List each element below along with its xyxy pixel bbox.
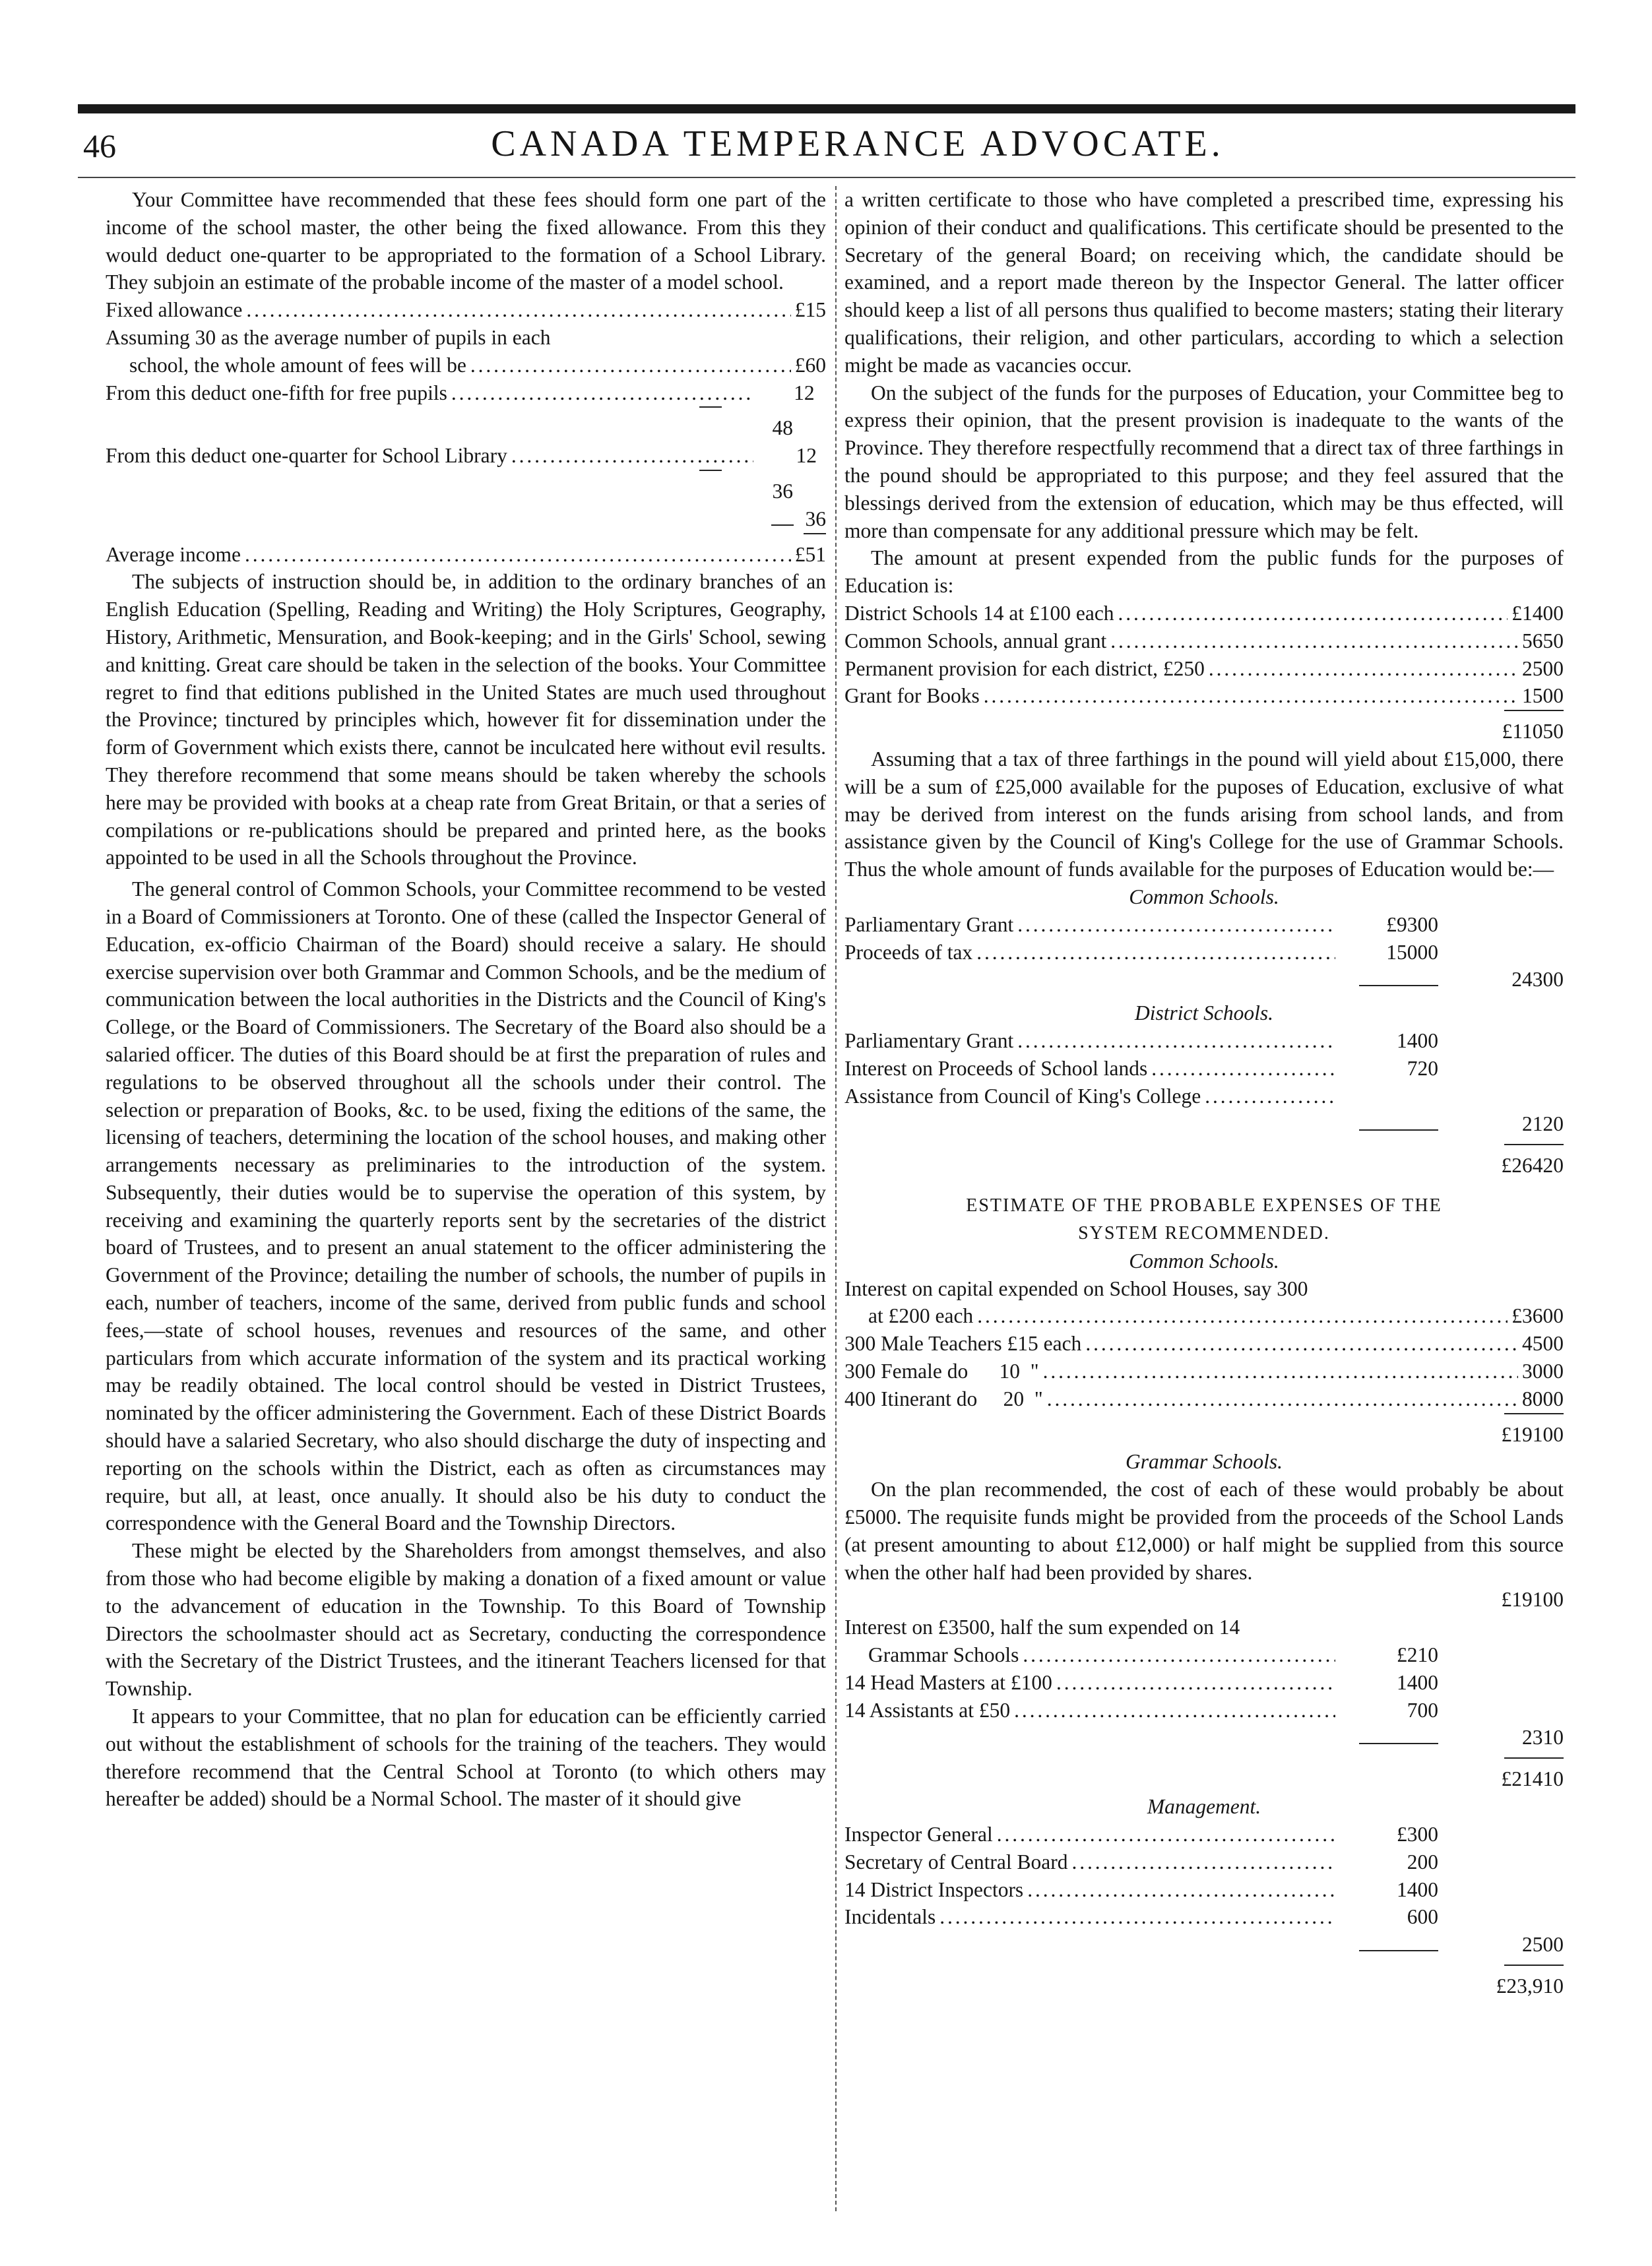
assume-line: Assuming 30 as the average number of pupils in each (106, 325, 551, 349)
table-row: Permanent provision for each district, £250 . . . 2500 (844, 655, 1564, 683)
left-column (106, 186, 826, 1813)
paragraph-tax-yield: Assuming that a tax of three farthings in the pound will yield about £15,000, there will be a sum of £25,000 available for the puposes of Education, exclusive of what may be derived from interest on the funds arising from school lands, and from assistance given by the Council of King's College for the use of Grammar Schools. Thus the whole amount of funds available for the purposes of Education would be:— (844, 747, 1564, 881)
table-row: 300 Male Teachers £15 each . . . 4500 (844, 1330, 1564, 1358)
average-income-row: Average income . . . £51 (106, 541, 826, 569)
table-row: Inspector General . . . £300 (844, 1821, 1564, 1848)
top-heavy-rule (78, 104, 1575, 113)
table-row: Parliamentary Grant . . . 1400 (844, 1027, 1564, 1055)
paragraph-certificate: a written certificate to those who have completed a prescribed time, expressing his opinion of their conduct and qualifications. This certificate should be presented to the Secretary of the general Board; on receiving which, the candidate should be examined, and a report made thereon by the Inspector General. The latter officer should keep a list of all persons thus qualified to become masters; stating their literary qualifications, their religion, and other particulars, according to which a selection might be made as vacancies occur. (844, 188, 1564, 377)
page-number: 46 (83, 127, 116, 164)
estimate-heading: ESTIMATE OF THE PROBABLE EXPENSES OF THE (966, 1195, 1442, 1216)
subtotal-48-value: 48 (772, 416, 793, 440)
fixed-allowance-row: Fixed allowance . . . £15 (106, 296, 826, 324)
table-row: Interest on Proceeds of School lands . . . 720 (844, 1055, 1564, 1083)
district-total: 2120 (1522, 1112, 1564, 1135)
deduct-free-pupils-row: From this deduct one-fifth for free pupils . . . 12 (106, 379, 826, 407)
paragraph-subjects: The subjects of instruction should be, in addition to the ordinary branches of an English Education (Spelling, Reading and Writing) the Holy Scriptures, Geography, History, Arithmetic, Mensuration, and Book-keeping; and in the Girls' School, sewing and knitting. Great care should be taken in the selection of the books. Your Committee regret to find that editions published in the United States are much used throughout the Province; tinctured by principles which, however fit for dissemination under the form of Government which exists there, cannot be inculcated here without evil results. They therefore recommend that some means should be taken whereby the schools here may be provided with books at a cheap rate from Great Britain, or that a series of compilations or re-publications should be prepared and printed here, as the books appointed to be used in all the Schools throughout the Province. (106, 570, 826, 869)
table-row: Parliamentary Grant . . . £9300 (844, 911, 1564, 939)
district-schools-heading: District Schools. (1135, 1001, 1273, 1025)
table-row: Secretary of Central Board . . . 200 (844, 1848, 1564, 1876)
running-title: CANADA TEMPERANCE ADVOCATE. (491, 123, 1224, 164)
management-heading: Management. (1147, 1795, 1261, 1819)
common-schools-heading: Common Schools. (1129, 885, 1279, 908)
table-row: 400 Itinerant do 20 " . . . 8000 (844, 1385, 1564, 1413)
table-row: Common Schools, annual grant . . . 5650 (844, 627, 1564, 655)
table-row: at £200 each . . . £3600 (844, 1302, 1564, 1330)
table-row: 14 District Inspectors . . . 1400 (844, 1876, 1564, 1904)
table-row: Grant for Books . . . 1500 (844, 682, 1564, 710)
subtotal-48 (106, 406, 826, 414)
grand-total: £23,910 (1496, 1974, 1564, 1998)
subtotal-36-carried: 36 (106, 505, 826, 533)
common-schools-heading-2: Common Schools. (1129, 1249, 1279, 1273)
fees-total-row: school, the whole amount of fees will be . . . £60 (106, 352, 826, 379)
interest-line: Interest on capital expended on School Houses, say 300 (844, 1276, 1308, 1300)
present-total: £11050 (1502, 720, 1564, 743)
right-column (844, 186, 1564, 2000)
deduct-library-row: From this deduct one-quarter for School Library . . . 12 (106, 442, 826, 470)
present-expenditure-table (844, 600, 1564, 745)
table-row: 300 Female do 10 " . . . 3000 (844, 1358, 1564, 1385)
carried-forward: £19100 (1501, 1588, 1564, 1612)
paragraph-grammar-plan: On the plan recommended, the cost of each of these would probably be about £5000. The requisite funds might be provided from the proceeds of the School Lands (at present amounting to about £12,000) or half might be supplied from this source when the other half had been provided by shares. (844, 1478, 1564, 1584)
common-expenses-total: £19100 (1501, 1422, 1564, 1446)
table-row: Proceeds of tax . . . 15000 (844, 939, 1564, 966)
grammar-total: 2310 (1522, 1726, 1564, 1749)
management-total: 2500 (1522, 1933, 1564, 1957)
paragraph-present-amount: The amount at present expended from the public funds for the purposes of Education is: (844, 546, 1564, 598)
paragraph-fees: Your Committee have recommended that these fees should form one part of the income of the school master, the other being the fixed allowance. From this they would deduct one-quarter to be appropriated to the formation of a School Library. They subjoin an estimate of the probable income of the master of a model school. (106, 188, 826, 294)
estimate-heading-2: SYSTEM RECOMMENDED. (1078, 1223, 1330, 1244)
table-row: Incidentals . . . 600 (844, 1903, 1564, 1931)
paragraph-township-directors: These might be elected by the Shareholders from amongst themselves, and also from those who had become eligible by making a donation of a fixed amount or value to the advancement of education in the Township. To this Board of Township Directors the schoolmaster should act as Secretary, conducting the correspondence with the Secretary of the District Trustees, and the itinerant Teachers licensed for that Township. (106, 1539, 826, 1701)
table-row: 14 Head Masters at £100 . . . 1400 (844, 1669, 1564, 1697)
common-total: 24300 (1511, 968, 1564, 991)
header-rule (78, 177, 1575, 178)
grammar-schools-heading: Grammar Schools. (1125, 1450, 1283, 1474)
table-row: 14 Assistants at £50 . . . 700 (844, 1697, 1564, 1724)
subtotal-36-value: 36 (772, 479, 793, 503)
table-row: Assistance from Council of King's College . . . (844, 1083, 1564, 1110)
paragraph-funds: On the subject of the funds for the purposes of Education, your Committee beg to express their opinion, that the present provision is inadequate to the wants of the Province. They therefore respectfully recommend that a direct tax of three farthings in the pound should be appropriated to this purpose; and they feel assured that the blessings derived from the extension of education, which may be thus effected, will more than compensate for any additional pressure which may be felt. (844, 381, 1564, 542)
funds-total: £26420 (1501, 1153, 1564, 1177)
paragraph-general-control: The general control of Common Schools, your Committee recommend to be vested in a Board of Commissioners at Toronto. One of these (called the Inspector General of Education, ex-officio Chairman of the Board) should receive a salary. He should exercise supervision over both Grammar and Common Schools, and be the medium of communication between the local authorities in the Districts and the Council of King's College, or the Board of Commissioners. The Secretary of the Board also should be a salaried officer. The duties of this Board should be at first the preparation of rules and regulations to be observed throughout all the schools under their control. The selection or preparation of Books, &c. to be used, fixing the editions of the same, the licensing of teachers, determining the location of the school houses, and making other arrangements necessary as preliminaries to the introduction of the system. Subsequently, their duties would be to supervise the operation of this system, by receiving and examining the quarterly reports sent by the secretaries of the district board of Trustees, and to present an anual statement to the officer administering the Government of the Province; detailing the number of schools, the number of pupils in each, number of teachers, income of the same, derived from public funds and school fees,—state of school houses, revenues and resources of the same, and other particulars from which accurate information of the system and its practical working may be readily obtained. The local control should be vested in District Trustees, nominated by the officer administering the Government. Each of these District Boards should have a salaried Secretary, who also should discharge the duty of inspecting and reporting on the schools within the District, each as often as circumstances may require, but all, at least, once anually. It should also be his duty to conduct the correspondence with the General Board and the Township Directors. (106, 877, 826, 1535)
table-row: Grammar Schools . . . £210 (844, 1641, 1564, 1669)
subtotal-grammar: £21410 (1501, 1767, 1564, 1791)
column-divider (835, 186, 837, 2211)
paragraph-normal-school: It appears to your Committee, that no plan for education can be efficiently carried out without the establishment of schools for the training of the teachers. They would therefore recommend that the Central School at Toronto (to which others may hereafter be added) should be a Normal School. The master of it should give (106, 1705, 826, 1811)
grammar-interest-line: Interest on £3500, half the sum expended on 14 (844, 1616, 1240, 1639)
table-row: District Schools 14 at £100 each . . . £1400 (844, 600, 1564, 627)
